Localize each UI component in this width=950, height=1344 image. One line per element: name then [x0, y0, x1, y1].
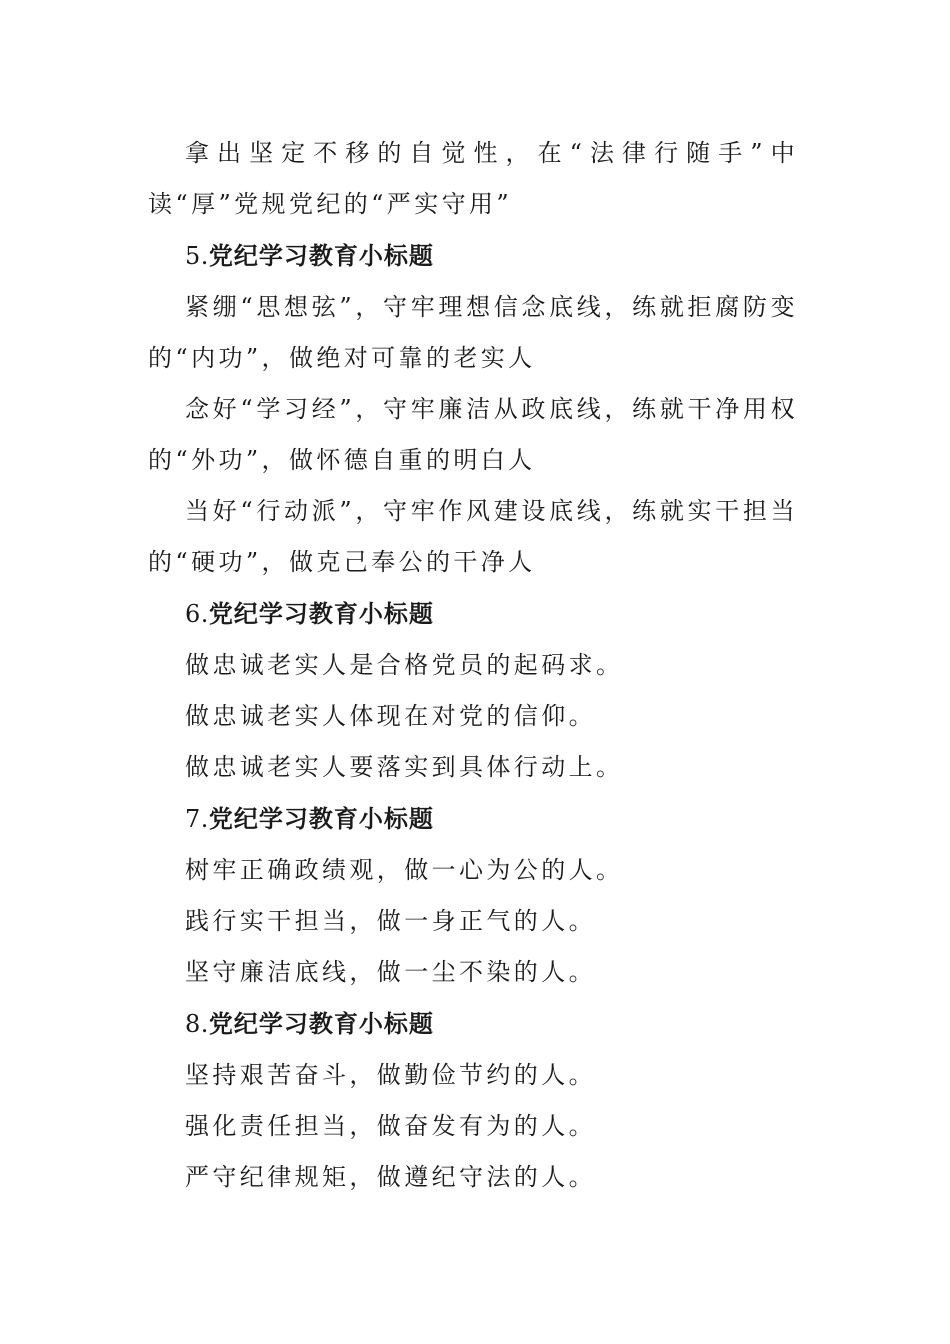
section-title: 党纪学习教育小标题: [208, 599, 434, 628]
paragraph: 做忠诚老实人是合格党员的起码求。: [185, 651, 624, 679]
paragraph: 践行实干担当，做一身正气的人。: [185, 907, 596, 935]
paragraph: 严守纪律规矩，做遵纪守法的人。: [185, 1163, 596, 1191]
paragraph: 做忠诚老实人体现在对党的信仰。: [185, 702, 596, 730]
section-number: 5.: [185, 242, 209, 270]
paragraph: 紧绷“思想弦”，守牢理想信念底线，练就拒腐防变的“内功”，做绝对可靠的老实人: [148, 293, 798, 372]
paragraph: 坚守廉洁底线，做一尘不染的人。: [185, 958, 596, 986]
section-title: 党纪学习教育小标题: [208, 1009, 434, 1038]
section-heading: [148, 588, 798, 640]
section-heading: [148, 998, 798, 1050]
section-title: 党纪学习教育小标题: [208, 804, 434, 833]
section-heading: [148, 230, 798, 282]
section-number: 8.: [185, 1010, 209, 1038]
paragraph: 强化责任担当，做奋发有为的人。: [185, 1112, 596, 1140]
section-number: 7.: [185, 805, 209, 833]
section-number: 6.: [185, 600, 209, 628]
paragraph: 做忠诚老实人要落实到具体行动上。: [185, 753, 624, 781]
paragraph: 坚持艰苦奋斗，做勤俭节约的人。: [185, 1061, 596, 1089]
paragraph: 念好“学习经”，守牢廉洁从政底线，练就干净用权的“外功”，做怀德自重的明白人: [148, 395, 798, 474]
paragraph: 当好“行动派”，守牢作风建设底线，练就实干担当的“硬功”，做克己奉公的干净人: [148, 497, 798, 576]
document-body: [148, 128, 798, 1203]
paragraph: 拿出坚定不移的自觉性，在“法律行随手”中读“厚”党规党纪的“严实守用”: [148, 139, 798, 218]
section-heading: [148, 793, 798, 845]
paragraph: 树牢正确政绩观，做一心为公的人。: [185, 856, 624, 884]
section-title: 党纪学习教育小标题: [208, 241, 434, 270]
